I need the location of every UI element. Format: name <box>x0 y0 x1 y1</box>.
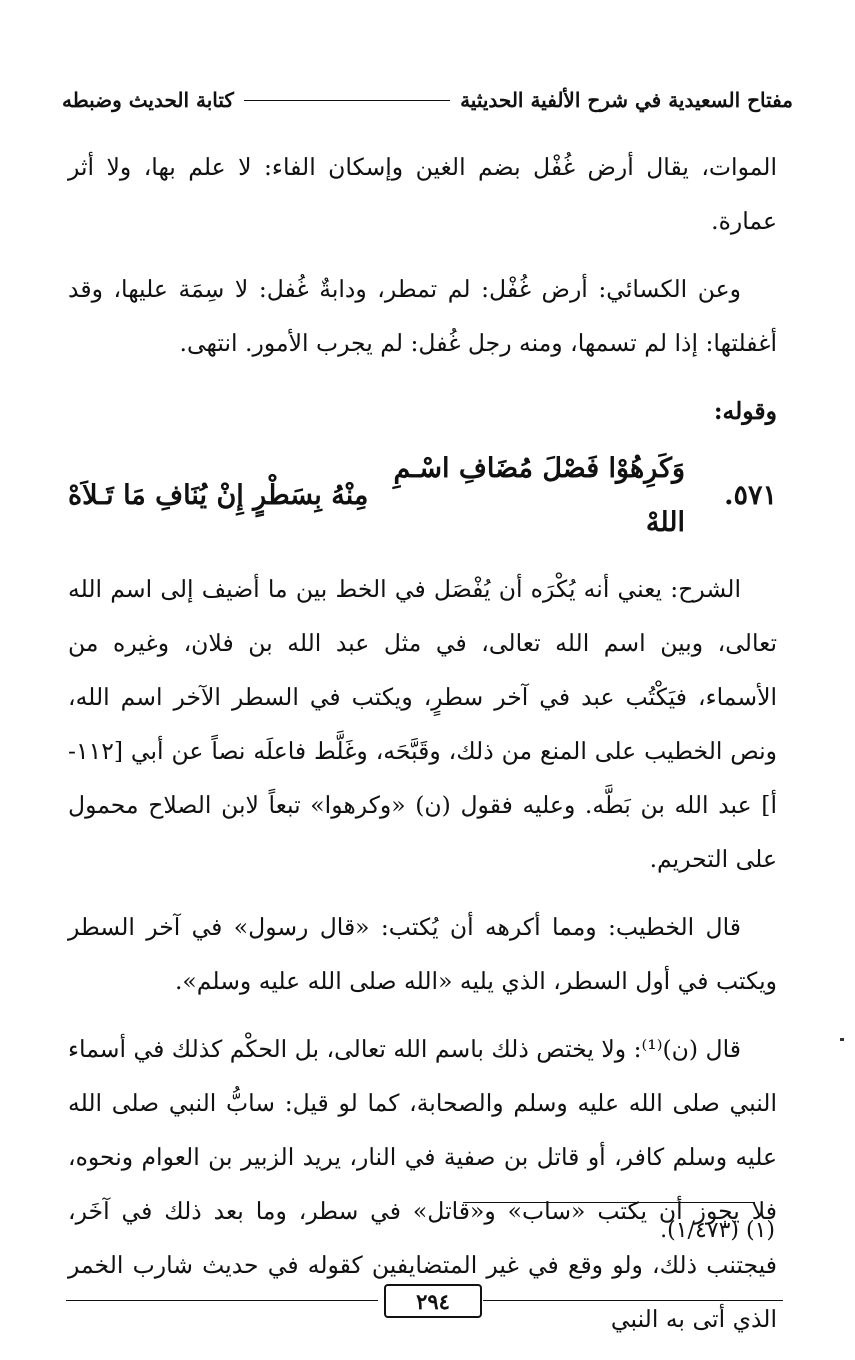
header-rule <box>244 100 450 101</box>
footnote-separator <box>463 1202 755 1203</box>
paragraph-2: وعن الكسائي: أرض غُفْل: لم تمطر، ودابةٌ غُفل: لا سِمَة عليها، وقد أغفلتها: إذا لم تسمها، ومنه رجل غُفل: لم يجرب الأمور. انتهى. <box>68 275 777 357</box>
section-title: كتابة الحديث وضبطه <box>62 88 234 112</box>
book-title: مفتاح السعيدية في شرح الألفية الحديثية <box>460 88 793 112</box>
footer-rule-right <box>483 1300 783 1301</box>
main-text <box>68 140 777 1360</box>
running-header <box>62 80 793 120</box>
section-heading: وقوله: <box>713 397 777 425</box>
paragraph-khatib: قال الخطيب: ومما أكرهه أن يُكتب: «قال رسول» في آخر السطر ويكتب في أول السطر، الذي يليه «الله صلى الله عليه وسلم». <box>68 913 777 995</box>
verse-number: ٥٧١. <box>724 480 777 511</box>
scan-margin-mark <box>840 1038 844 1041</box>
paragraph-nawawi: قال (ن)⁽¹⁾: ولا يختص ذلك باسم الله تعالى، بل الحكْم كذلك في أسماء النبي صلى الله عليه وسلم والصحابة، كما لو قيل: سابُّ النبي صلى الله عليه وسلم كافر، أو قاتل بن صفية في النار، يريد الزبير بن العوام ونحوه، فلا يجوز أن يكتب «ساب» و«قاتل» في سطر، وما بعد ذلك في آخَر، فيجتنب ذلك، ولو وقع في غير المتضايفين كقوله في حديث شارب الخمر الذي أتى به النبي <box>68 1035 777 1333</box>
paragraph-1: الموات، يقال أرض غُفْل بضم الغين وإسكان الفاء: لا علم بها، ولا أثر عمارة. <box>68 153 777 235</box>
footer-rule-left <box>66 1300 378 1301</box>
page-number-text: ٢٩٤ <box>416 1288 450 1314</box>
verse-line <box>68 442 777 550</box>
verse-hemistich-2: مِنْهُ بِسَطْرٍ إِنْ يُنَافِ مَا تَـلاَهْ <box>68 480 369 511</box>
page-number <box>384 1284 482 1318</box>
paragraph-commentary: الشرح: يعني أنه يُكْرَه أن يُفْصَل في الخط بين ما أضيف إلى اسم الله تعالى، وبين اسم الله تعالى، في مثل عبد الله بن فلان، وغيره من الأسماء، فيَكْتُب عبد في آخر سطرٍ، ويكتب في السطر الآخر اسم الله، ونص الخطيب على المنع من ذلك، وقَبَّحَه، وغَلَّط فاعلَه نصاً عن أبي [١١٢-أ] عبد الله بن بَطَّه. وعليه فقول (ن) «وكرهوا» تبعاً لابن الصلاح محمول على التحريم. <box>68 575 777 873</box>
verse-hemistich-1: وَكَرِهُوْا فَصْلَ مُضَافِ اسْـمِ اللهْ <box>393 453 685 538</box>
footnote: (١) (١/٤٧٣). <box>660 1218 775 1243</box>
